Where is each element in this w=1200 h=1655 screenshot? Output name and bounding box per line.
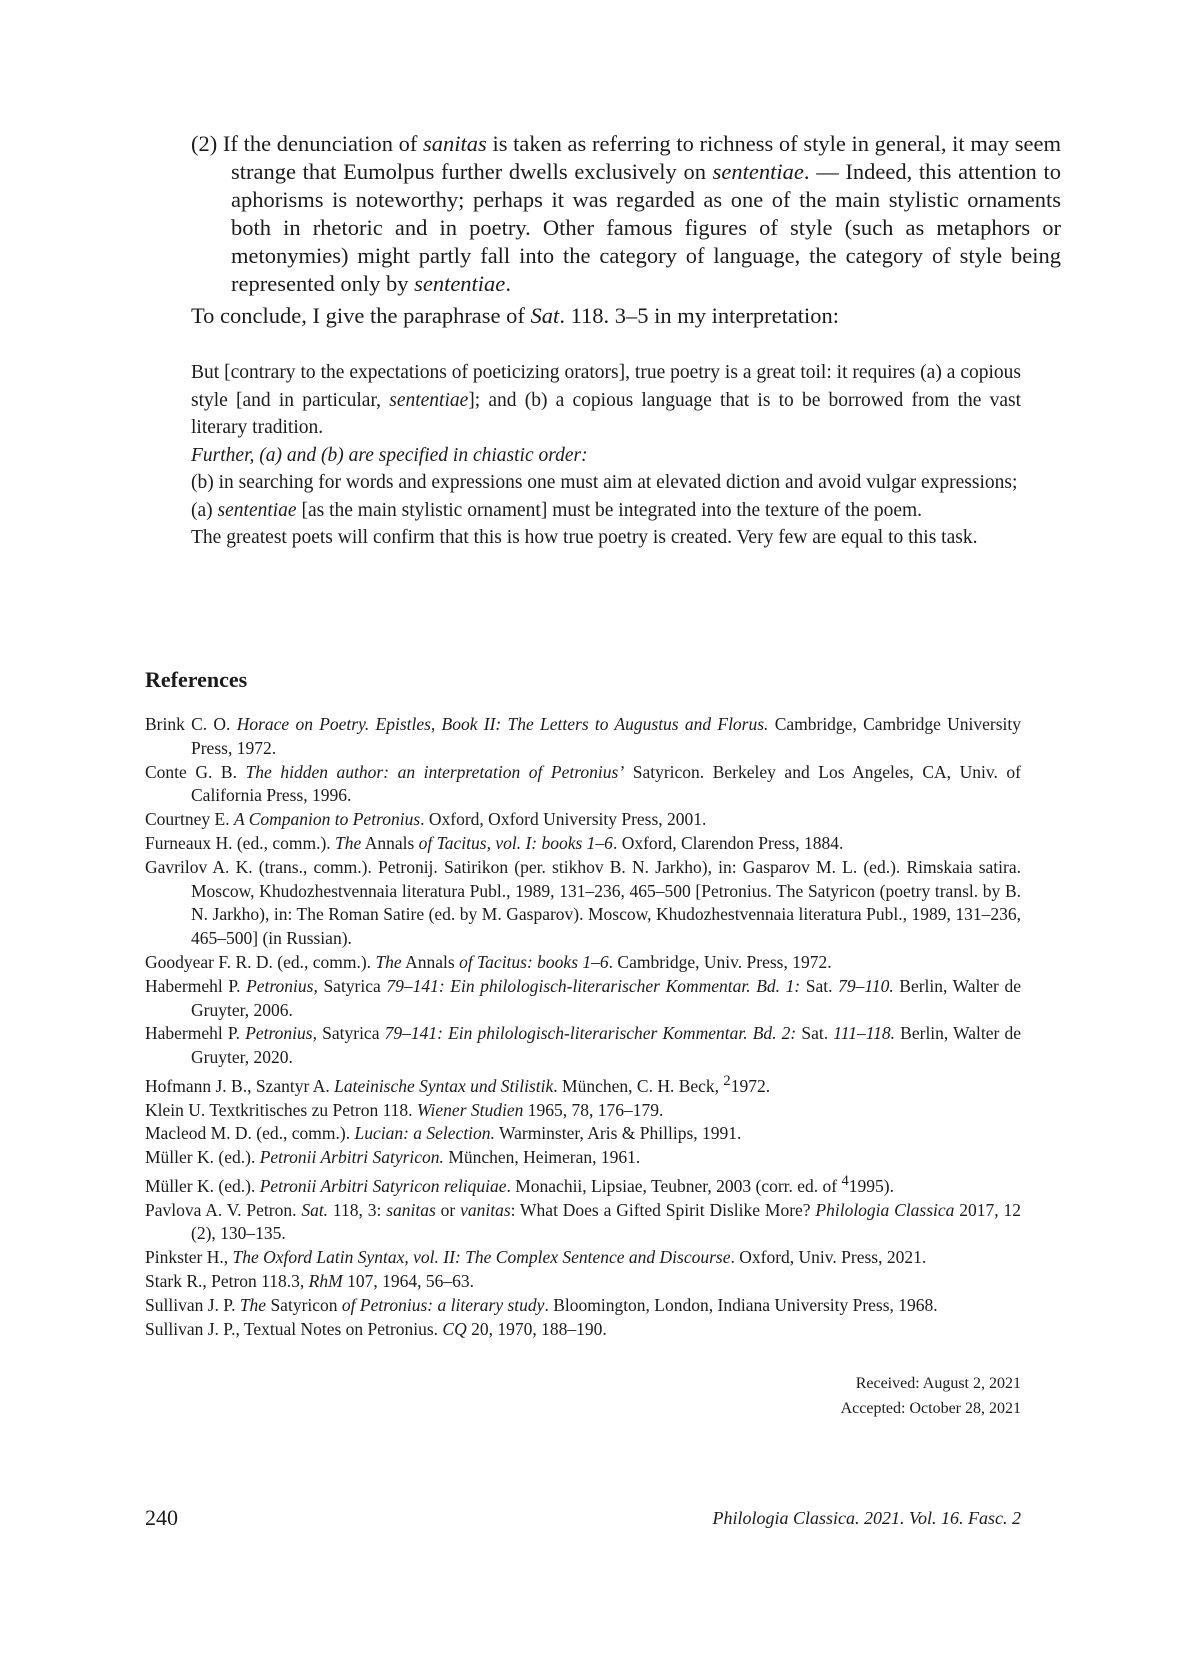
reference-item: Pinkster H., The Oxford Latin Syntax, vol. II: The Complex Sentence and Discourse. Oxford, Univ. Press, 2021. (145, 1247, 927, 1268)
page-number: 240 (145, 1505, 178, 1530)
reference-item: Sullivan J. P., Textual Notes on Petronius. CQ 20, 1970, 188–190. (145, 1318, 607, 1339)
reference-item: Habermehl P. Petronius, Satyrica 79–141: Ein philologisch-literarischer Kommentar. Bd. 1: Sat. 79–110. Berlin, Walter de Gruyter, 2006. (145, 975, 1021, 1020)
reference-item: Müller K. (ed.). Petronii Arbitri Satyricon reliquiae. Monachii, Lipsiae, Teubner, 2003 (corr. ed. of $^4$1995). (145, 1172, 894, 1196)
reference-item: Stark R., Petron 118.3, RhM 107, 1964, 56–63. (145, 1270, 474, 1291)
references-list (145, 713, 1021, 1341)
paraphrase-block (191, 359, 1021, 552)
reference-item: Müller K. (ed.). Petronii Arbitri Satyricon. München, Heimeran, 1961. (145, 1147, 641, 1168)
submission-dates (841, 1372, 1021, 1421)
paraphrase-conclusion: The greatest poets will confirm that this is how true poetry is created. Very few are equal to this task. (191, 527, 978, 548)
reference-item: Conte G. B. The hidden author: an interpretation of Petronius’ Satyricon. Berkeley and Los Angeles, CA, Univ. of California Press, 1996. (145, 761, 1021, 806)
paragraph-2: (2) If the denunciation of sanitas is taken as referring to richness of style in general, it may seem strange that Eumolpus further dwells exclusively on sententiae. — Indeed, this attention to aphorisms is noteworthy; perhaps it was regarded as one of the main stylistic ornaments both in rhetoric and in poetry. Other famous figures of style (such as metaphors or metonymies) might partly fall into the category of language, the category of style being represented only by sententiae. (191, 131, 1061, 296)
reference-item: Furneaux H. (ed., comm.). The Annals of Tacitus, vol. I: books 1–6. Oxford, Clarendon Press, 1884. (145, 832, 844, 853)
reference-item: Goodyear F. R. D. (ed., comm.). The Annals of Tacitus: books 1–6. Cambridge, Univ. Press, 1972. (145, 951, 832, 972)
reference-item: Courtney E. A Companion to Petronius. Oxford, Oxford University Press, 2001. (145, 809, 707, 830)
paraphrase-intro: But [contrary to the expectations of poeticizing orators], true poetry is a great toil: it requires (a) a copious style [and in particular, sententiae]; and (b) a copious language that is to be borrowed from the vast literary tradition. (191, 362, 1022, 438)
journal-footer: Philologia Classica. 2021. Vol. 16. Fasc. 2 (712, 1508, 1021, 1528)
reference-item: Pavlova A. V. Petron. Sat. 118, 3: sanitas or vanitas: What Does a Gifted Spirit Dislike More? Philologia Classica 2017, 12 (2), 130–135. (145, 1199, 1022, 1244)
accepted-date: Accepted: October 28, 2021 (840, 1399, 1021, 1417)
reference-item: Hofmann J. B., Szantyr A. Lateinische Syntax und Stilistik. München, C. H. Beck, $^2$1972. (145, 1072, 771, 1096)
reference-item: Brink C. O. Horace on Poetry. Epistles, Book II: The Letters to Augustus and Florus. Cambridge, Cambridge University Press, 1972. (145, 714, 1021, 758)
paraphrase-item-a: (a) sententiae [as the main stylistic ornament] must be integrated into the texture of the poem. (191, 499, 923, 521)
reference-item: Macleod M. D. (ed., comm.). Lucian: a Selection. Warminster, Aris & Phillips, 1991. (145, 1123, 742, 1144)
paraphrase-item-b: (b) in searching for words and expressions one must aim at elevated diction and avoid vulgar expressions; (191, 472, 1018, 493)
conclusion-sentence: To conclude, I give the paraphrase of Sat. 118. 3–5 in my interpretation: (191, 303, 840, 328)
reference-item: Habermehl P. Petronius, Satyrica 79–141: Ein philologisch-literarischer Kommentar. Bd. 2: Sat. 111–118. Berlin, Walter de Gruyter, 2020. (145, 1023, 1021, 1068)
reference-item: Klein U. Textkritisches zu Petron 118. Wiener Studien 1965, 78, 176–179. (145, 1099, 664, 1120)
para2-number: (2) (191, 131, 218, 156)
references-heading: References (145, 667, 248, 692)
received-date: Received: August 2, 2021 (855, 1375, 1021, 1392)
paraphrase-chiastic-note: Further, (a) and (b) are specified in chiastic order: (191, 444, 588, 466)
reference-item: Sullivan J. P. The Satyricon of Petronius: a literary study. Bloomington, London, Indiana University Press, 1968. (145, 1294, 938, 1315)
reference-item: Gavrilov A. K. (trans., comm.). Petronij. Satirikon (per. stikhov B. N. Jarkho), in: Gasparov M. L. (ed.). Rimskaia satira. Moscow, Khudozhestvennaia literatura Publ., 1989, 131–236, 465–500 [Petronius. The Satyricon (poetry transl. by B. N. Jarkho), in: The Roman Satire (ed. by M. Gasparov). Moscow, Khudozhestvennaia literatura Publ., 1989, 131–236, 465–500] (in Russian). (145, 856, 1021, 949)
